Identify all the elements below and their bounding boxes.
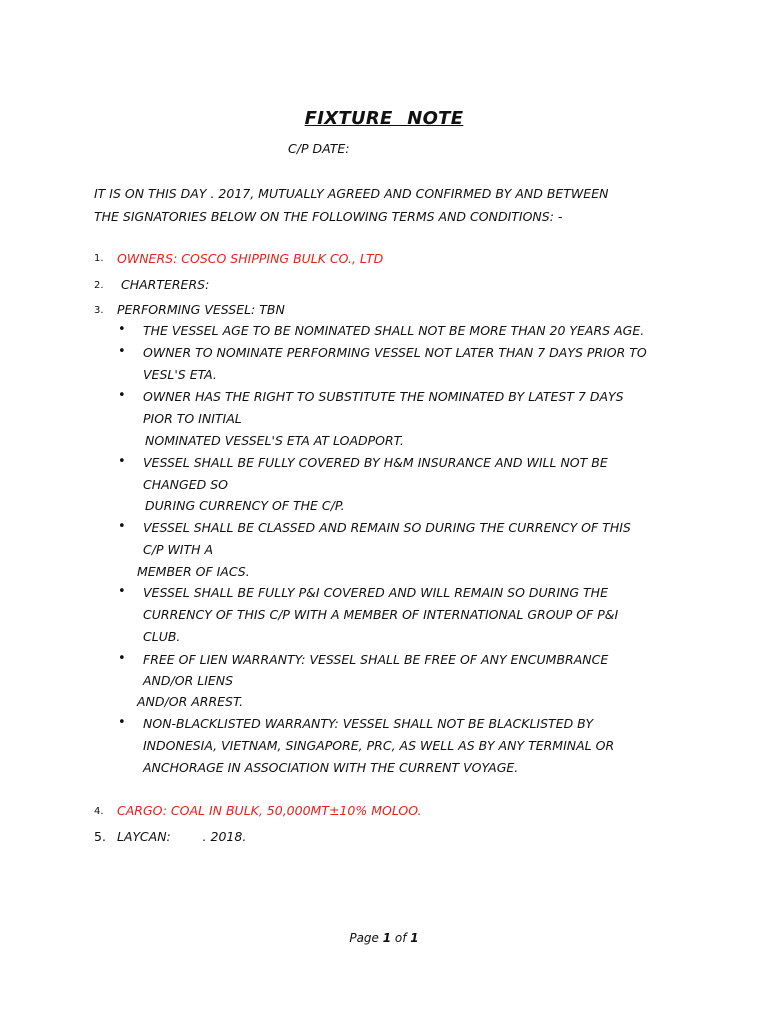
insurance-line-3: DURING CURRENCY OF THE C/P. [145, 498, 345, 513]
insurance-line-2: CHANGED SO [143, 477, 228, 492]
cp-date-label: C/P DATE: [288, 141, 350, 156]
item-number-5: 5. [94, 829, 106, 844]
classed-line-2: C/P WITH A [143, 542, 214, 557]
bullet-glyph: • [118, 454, 126, 469]
footer-of-word: of [391, 931, 411, 945]
performing-vessel-line: PERFORMING VESSEL: TBN [117, 302, 285, 317]
intro-line-1: IT IS ON THIS DAY . 2017, MUTUALLY AGREED AND CONFIRMED BY AND BETWEEN [94, 186, 609, 201]
item-number-4: 4. [94, 806, 104, 817]
blacklist-line-3: ANCHORAGE IN ASSOCIATION WITH THE CURRENT VOYAGE. [143, 760, 519, 775]
owners-line: OWNERS: COSCO SHIPPING BULK CO., LTD [117, 251, 384, 266]
classed-line-1: VESSEL SHALL BE CLASSED AND REMAIN SO DURING THE CURRENCY OF THIS [143, 520, 631, 535]
pandi-line-1: VESSEL SHALL BE FULLY P&I COVERED AND WILL REMAIN SO DURING THE [143, 585, 608, 600]
substitute-line-2: PIOR TO INITIAL [143, 411, 242, 426]
item-number-2: 2. [94, 280, 104, 291]
bullet-glyph: • [118, 322, 126, 337]
item-number-3: 3. [94, 305, 104, 316]
intro-line-2: THE SIGNATORIES BELOW ON THE FOLLOWING TERMS AND CONDITIONS: - [94, 209, 563, 224]
pandi-line-3: CLUB. [143, 629, 181, 644]
document-title: FIXTURE NOTE [304, 108, 464, 129]
footer-page-word: Page [349, 931, 383, 945]
blacklist-line-2: INDONESIA, VIETNAM, SINGAPORE, PRC, AS WELL AS BY ANY TERMINAL OR [143, 738, 615, 753]
lien-warranty-line-1: FREE OF LIEN WARRANTY: VESSEL SHALL BE FREE OF ANY ENCUMBRANCE [143, 652, 609, 667]
insurance-line-1: VESSEL SHALL BE FULLY COVERED BY H&M INSURANCE AND WILL NOT BE [143, 455, 608, 470]
lien-warranty-line-2: AND/OR LIENS [143, 673, 234, 688]
blacklist-line-1: NON-BLACKLISTED WARRANTY: VESSEL SHALL NOT BE BLACKLISTED BY [143, 716, 594, 731]
pandi-line-2: CURRENCY OF THIS C/P WITH A MEMBER OF INTERNATIONAL GROUP OF P&I [143, 607, 619, 622]
substitute-line-3: NOMINATED VESSEL'S ETA AT LOADPORT. [145, 433, 404, 448]
bullet-glyph: • [118, 388, 126, 403]
item-number-1: 1. [94, 253, 104, 264]
bullet-glyph: • [118, 651, 126, 666]
bullet-glyph: • [118, 344, 126, 359]
bullet-glyph: • [118, 584, 126, 599]
bullet-glyph: • [118, 715, 126, 730]
nominate-vessel-line-1: OWNER TO NOMINATE PERFORMING VESSEL NOT LATER THAN 7 DAYS PRIOR TO [143, 345, 647, 360]
lien-warranty-line-3: AND/OR ARREST. [137, 694, 244, 709]
vessel-age-line: THE VESSEL AGE TO BE NOMINATED SHALL NOT BE MORE THAN 20 YEARS AGE. [143, 323, 645, 338]
bullet-glyph: • [118, 519, 126, 534]
page-footer [0, 931, 768, 945]
footer-current-page: 1 [382, 931, 392, 945]
laycan-line: LAYCAN: . 2018. [117, 829, 247, 844]
classed-line-3: MEMBER OF IACS. [137, 564, 250, 579]
charterers-line: CHARTERERS: [117, 277, 210, 292]
cargo-line: CARGO: COAL IN BULK, 50,000MT±10% MOLOO. [117, 803, 422, 818]
nominate-vessel-line-2: VESL'S ETA. [143, 367, 217, 382]
footer-total-pages: 1 [410, 931, 419, 945]
substitute-line-1: OWNER HAS THE RIGHT TO SUBSTITUTE THE NOMINATED BY LATEST 7 DAYS [143, 389, 624, 404]
